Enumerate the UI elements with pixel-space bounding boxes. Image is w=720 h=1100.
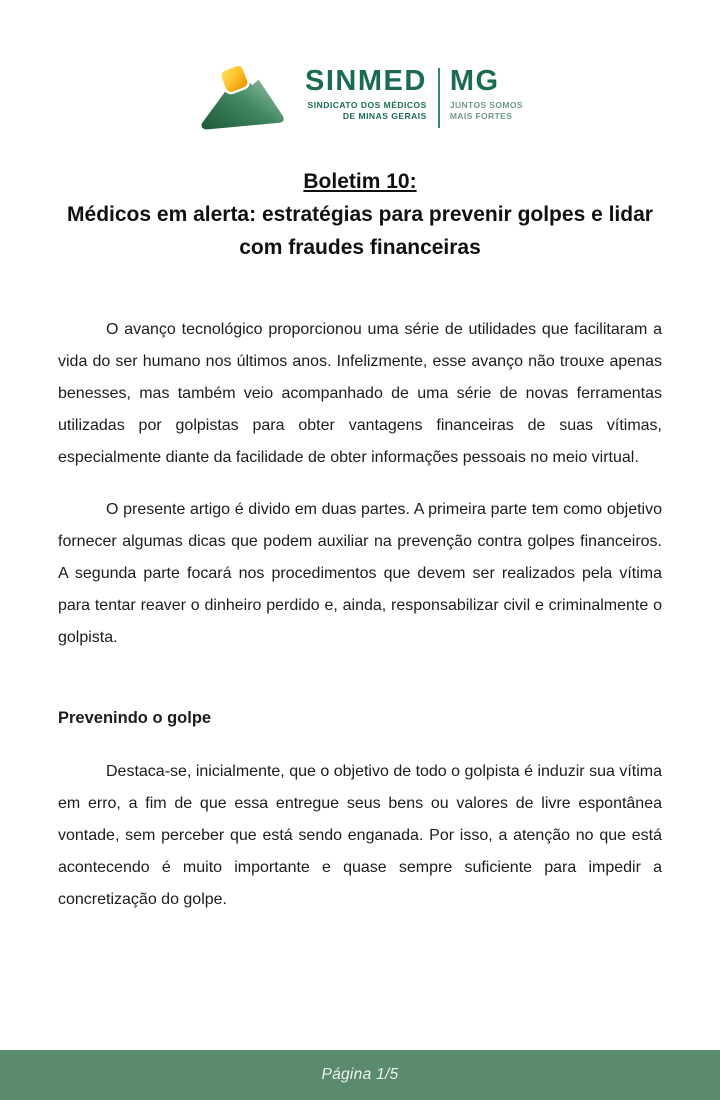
logo-brand-block <box>305 60 427 122</box>
document-title <box>45 165 675 264</box>
bulletin-number-title: Boletim 10: <box>303 170 417 193</box>
article-body <box>58 314 662 916</box>
sinmed-mg-logo <box>0 60 720 138</box>
logo-region-block <box>450 60 523 122</box>
title-line-3: com fraudes financeiras <box>239 236 481 259</box>
logo-region-name: MG <box>449 65 500 97</box>
logo-brand-subtitle: SINDICATO DOS MÉDICOS DE MINAS GERAIS <box>307 100 427 121</box>
page-number-label: Página 1/5 <box>321 1066 399 1083</box>
title-line-2: Médicos em alerta: estratégias para prevenir golpes e lidar <box>67 203 653 226</box>
paragraph-intro-1: O avanço tecnológico proporcionou uma série de utilidades que facilitaram a vida do ser humano nos últimos anos. Infelizmente, esse avanço não trouxe apenas benesses, mas também veio acompanhado de uma série de novas ferramentas utilizadas por golpistas para obter vantagens financeiras de suas vítimas, especialmente diante da facilidade de obter informações pessoais no meio virtual. <box>58 321 662 466</box>
logo-tagline: JUNTOS SOMOS MAIS FORTES <box>449 100 523 121</box>
logo-brand-name: SINMED <box>305 65 427 97</box>
page-footer-bar <box>0 1050 720 1100</box>
paragraph-section-1: Destaca-se, inicialmente, que o objetivo de todo o golpista é induzir sua vítima em erro, a fim de que essa entregue seus bens ou valores de livre espontânea vontade, sem perceber que está sendo enganada. Por isso, a atenção no que está acontecendo é muito importante e quase sempre suficiente para impedir a concretização do golpe. <box>58 763 662 908</box>
section-heading-prevenindo: Prevenindo o golpe <box>58 709 212 727</box>
mountain-sun-logo-icon <box>197 60 289 136</box>
logo-divider <box>438 68 440 128</box>
paragraph-intro-2: O presente artigo é divido em duas partes. A primeira parte tem como objetivo fornecer algumas dicas que podem auxiliar na prevenção contra golpes financeiros. A segunda parte focará nos procedimentos que devem ser realizados pela vítima para tentar reaver o dinheiro perdido e, ainda, responsabilizar civil e criminalmente o golpista. <box>58 501 662 646</box>
document-page <box>0 60 720 1100</box>
